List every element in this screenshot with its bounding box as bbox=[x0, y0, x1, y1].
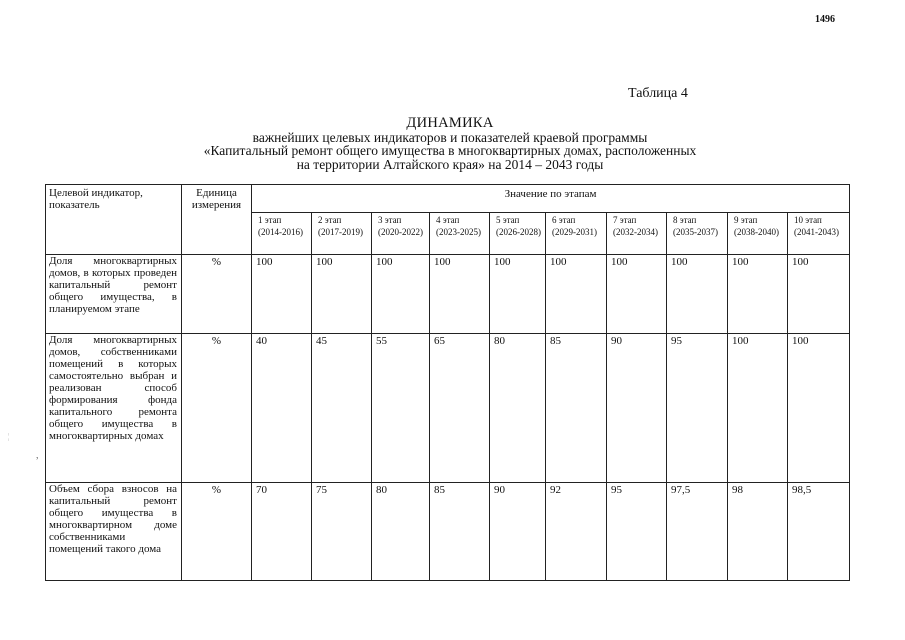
value-cell: 80 bbox=[490, 334, 546, 483]
column-header-indicator: Целевой индикатор, показатель bbox=[46, 185, 182, 255]
value-cell: 100 bbox=[667, 255, 728, 334]
value-cell: 100 bbox=[312, 255, 372, 334]
table-label: Таблица 4 bbox=[628, 86, 688, 101]
value-cell: 100 bbox=[252, 255, 312, 334]
heading-title: ДИНАМИКА bbox=[406, 115, 494, 131]
value-cell: 100 bbox=[607, 255, 667, 334]
value-cell: 90 bbox=[490, 483, 546, 581]
heading-line-4: на территории Алтайского края» на 2014 – 2043 годы bbox=[296, 156, 604, 172]
value-cell: 65 bbox=[430, 334, 490, 483]
stage-header bbox=[728, 213, 788, 255]
stage-years: (2026-2028) bbox=[496, 227, 541, 237]
value-cell: 100 bbox=[546, 255, 607, 334]
stage-years: (2038-2040) bbox=[734, 227, 779, 237]
value-cell: 100 bbox=[728, 255, 788, 334]
stage-years: (2017-2019) bbox=[318, 227, 363, 237]
stage-years: (2020-2022) bbox=[378, 227, 423, 237]
value-cell: 85 bbox=[430, 483, 490, 581]
stage-years: (2014-2016) bbox=[258, 227, 303, 237]
value-cell: 92 bbox=[546, 483, 607, 581]
table-row bbox=[46, 483, 850, 581]
unit-cell: % bbox=[182, 255, 252, 334]
indicator-cell: Объем сбора взносов на капитальный ремонт общего имущества в многоквартирном доме собственниками помещений такого дома bbox=[46, 483, 182, 581]
value-cell: 100 bbox=[788, 334, 850, 483]
stage-header bbox=[788, 213, 850, 255]
value-cell: 100 bbox=[490, 255, 546, 334]
indicator-cell: Доля многоквартирных домов, собственниками помещений в которых самостоятельно выбран и реализован способ формирования фонда капитального ремонта общего имущества в многоквартирных домах bbox=[46, 334, 182, 483]
stage-name: 9 этап bbox=[734, 215, 758, 225]
value-cell: 40 bbox=[252, 334, 312, 483]
column-header-stages: Значение по этапам bbox=[252, 185, 850, 213]
stage-years: (2023-2025) bbox=[436, 227, 481, 237]
unit-cell: % bbox=[182, 483, 252, 581]
value-cell: 100 bbox=[372, 255, 430, 334]
value-cell: 75 bbox=[312, 483, 372, 581]
stage-name: 7 этап bbox=[613, 215, 637, 225]
stage-name: 3 этап bbox=[378, 215, 402, 225]
stage-name: 10 этап bbox=[794, 215, 822, 225]
scan-mark: ¦ bbox=[8, 432, 10, 441]
stage-header bbox=[607, 213, 667, 255]
table-row bbox=[46, 255, 850, 334]
heading-line-3: «Капитальный ремонт общего имущества в многоквартирных домах, расположенных bbox=[203, 143, 697, 158]
value-cell: 98,5 bbox=[788, 483, 850, 581]
stage-years: (2035-2037) bbox=[673, 227, 718, 237]
value-cell: 85 bbox=[546, 334, 607, 483]
value-cell: 95 bbox=[607, 483, 667, 581]
value-cell: 100 bbox=[728, 334, 788, 483]
value-cell: 80 bbox=[372, 483, 430, 581]
stage-years: (2029-2031) bbox=[552, 227, 597, 237]
page-number: 1496 bbox=[815, 14, 835, 25]
stage-years: (2032-2034) bbox=[613, 227, 658, 237]
stage-header bbox=[490, 213, 546, 255]
scan-mark: , bbox=[36, 450, 39, 461]
stage-name: 6 этап bbox=[552, 215, 576, 225]
value-cell: 70 bbox=[252, 483, 312, 581]
heading-line-2: важнейших целевых индикаторов и показателей краевой программы bbox=[252, 129, 648, 145]
stage-years: (2041-2043) bbox=[794, 227, 839, 237]
value-cell: 95 bbox=[667, 334, 728, 483]
value-cell: 45 bbox=[312, 334, 372, 483]
stage-header bbox=[312, 213, 372, 255]
stage-name: 1 этап bbox=[258, 215, 282, 225]
value-cell: 55 bbox=[372, 334, 430, 483]
table-row bbox=[46, 334, 850, 483]
stage-header bbox=[372, 213, 430, 255]
unit-cell: % bbox=[182, 334, 252, 483]
stage-header bbox=[430, 213, 490, 255]
value-cell: 98 bbox=[728, 483, 788, 581]
stage-name: 4 этап bbox=[436, 215, 460, 225]
stage-name: 2 этап bbox=[318, 215, 342, 225]
header-row bbox=[46, 185, 850, 213]
stage-header bbox=[667, 213, 728, 255]
value-cell: 100 bbox=[788, 255, 850, 334]
indicator-cell: Доля многоквартирных домов, в которых проведен капитальный ремонт общего имущества, в планируемом этапе bbox=[46, 255, 182, 334]
stage-name: 8 этап bbox=[673, 215, 697, 225]
column-header-unit: Единица измерения bbox=[182, 185, 252, 255]
stage-header bbox=[546, 213, 607, 255]
value-cell: 90 bbox=[607, 334, 667, 483]
table-heading bbox=[100, 117, 800, 171]
stage-name: 5 этап bbox=[496, 215, 520, 225]
value-cell: 97,5 bbox=[667, 483, 728, 581]
value-cell: 100 bbox=[430, 255, 490, 334]
indicators-table bbox=[45, 184, 850, 581]
stage-header bbox=[252, 213, 312, 255]
